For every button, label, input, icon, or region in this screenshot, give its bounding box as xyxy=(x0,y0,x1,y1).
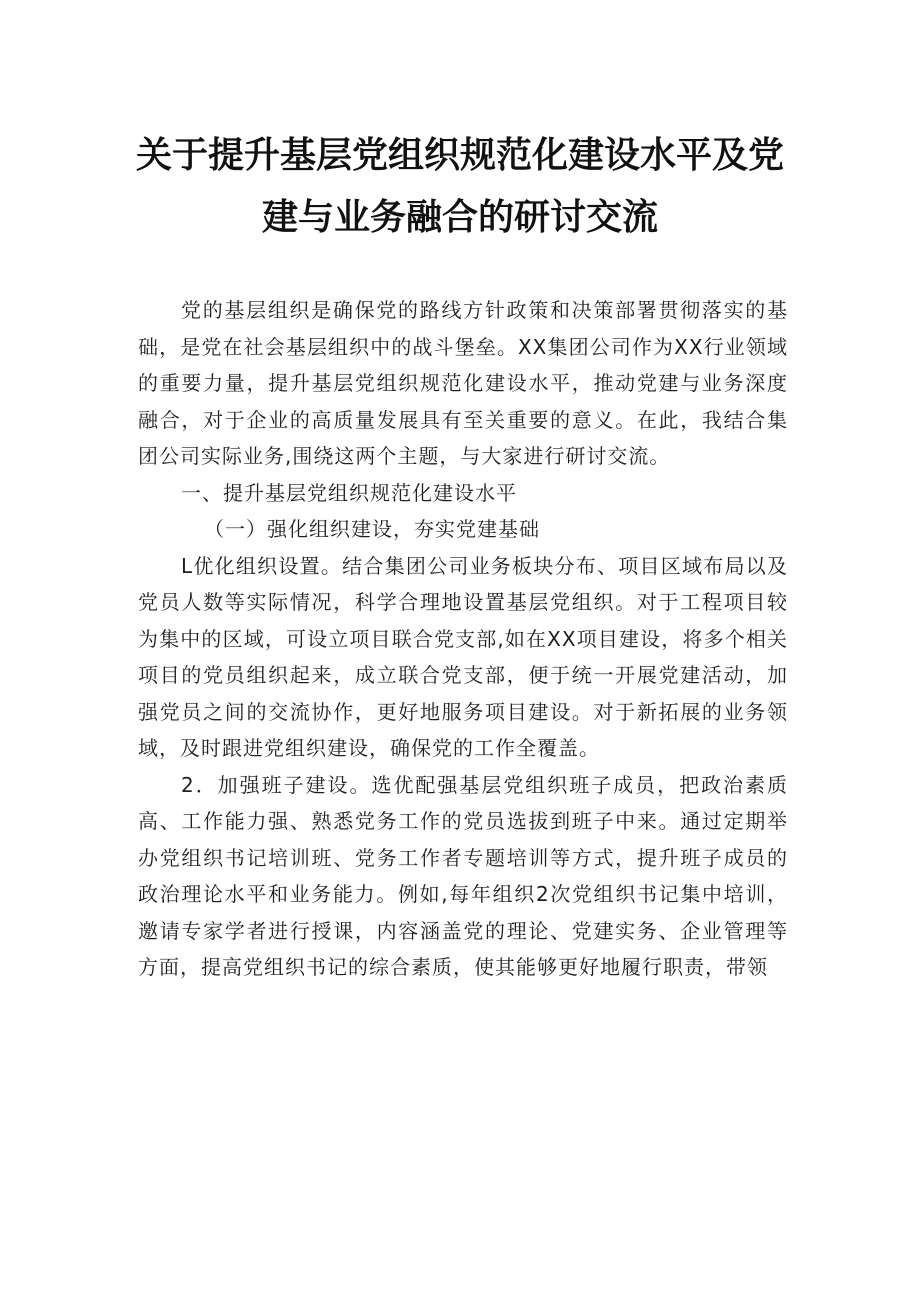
document-title-line-1: 关于提升基层党组织规范化建设水平及党 xyxy=(135,135,784,176)
paragraph-item-1: L优化组织设置。结合集团公司业务板块分布、项目区域布局以及党员人数等实际情况，科学合理地设置基层党组织。对于工程项目较为集中的区域，可设立项目联合党支部,如在XX项目建设，将多个相关项目的党员组织起来，成立联合党支部，便于统一开展党建活动，加强党员之间的交流协作，更好地服务项目建设。对于新拓展的业务领域，及时跟进党组织建设，确保党的工作全覆盖。 xyxy=(138,553,788,760)
paragraph-item-2: 2．加强班子建设。选优配强基层党组织班子成员，把政治素质高、工作能力强、熟悉党务工作的党员选拔到班子中来。通过定期举办党组织书记培训班、党务工作者专题培训等方式，提升班子成员的政治理论水平和业务能力。例如,每年组织2次党组织书记集中培训，邀请专家学者进行授课，内容涵盖党的理论、党建实务、企业管理等方面，提高党组织书记的综合素质，使其能够更好地履行职责，带领 xyxy=(138,772,788,979)
document-body xyxy=(138,292,788,986)
subsection-heading-1: （一）强化组织建设，夯实党建基础 xyxy=(204,517,540,541)
section-heading-1: 一、提升基层党组织规范化建设水平 xyxy=(181,480,517,505)
document-title-line-2: 建与业务融合的研讨交流 xyxy=(261,197,658,238)
intro-paragraph: 党的基层组织是确保党的路线方针政策和决策部署贯彻落实的基础，是党在社会基层组织中的战斗堡垒。XX集团公司作为XX行业领域的重要力量，提升基层党组织规范化建设水平，推动党建与业务深度融合，对于企业的高质量发展具有至关重要的意义。在此，我结合集团公司实际业务,围绕这两个主题，与大家进行研讨交流。 xyxy=(138,298,788,468)
